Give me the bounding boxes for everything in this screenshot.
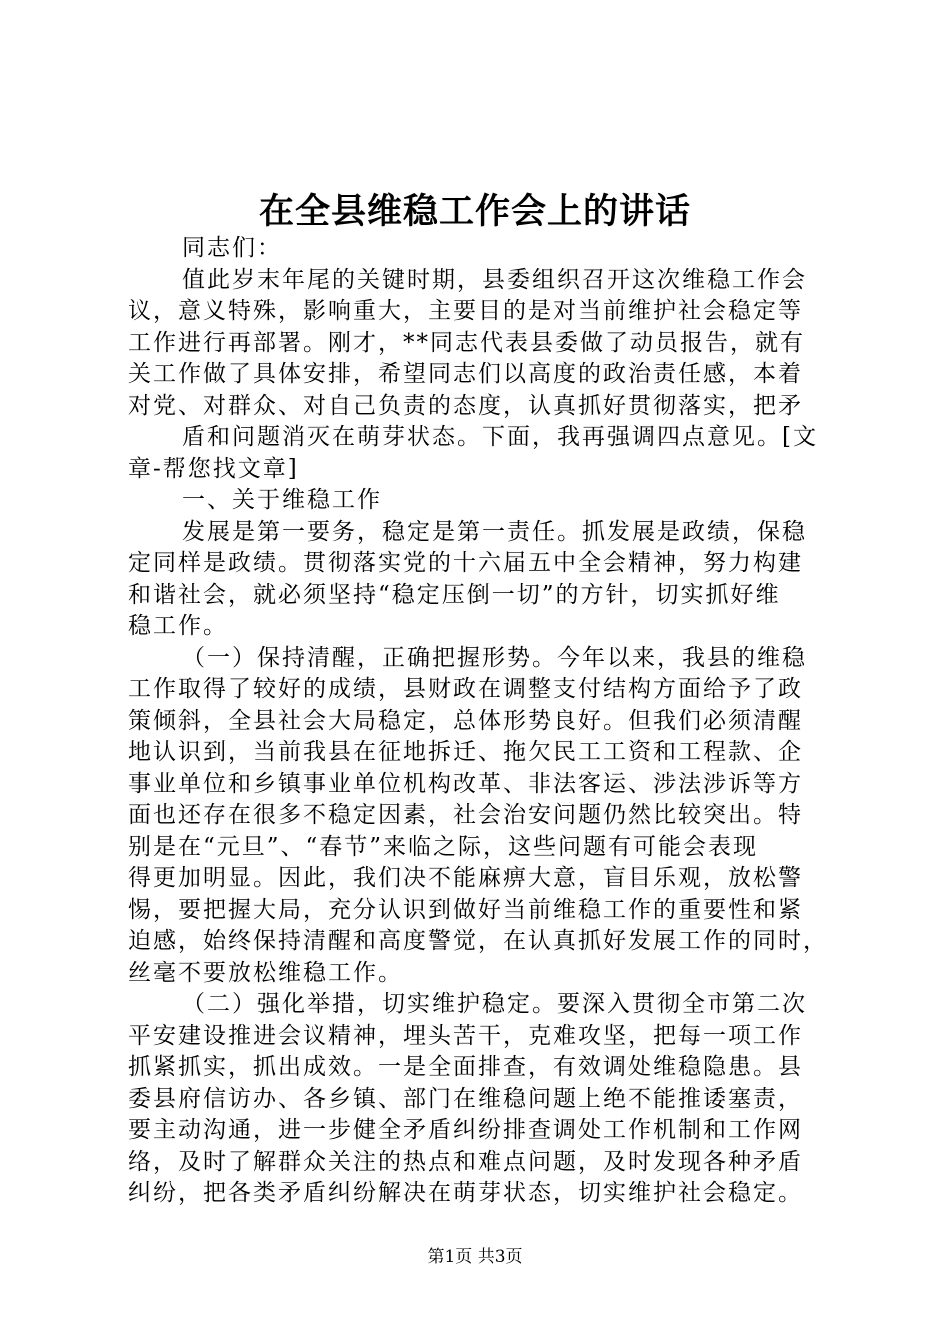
text-line: 定同样是政绩。贯彻落实党的十六届五中全会精神，努力构建 xyxy=(128,550,803,576)
text-line: 抓紧抓实，抓出成效。一是全面排查，有效调处维稳隐患。县 xyxy=(128,1054,803,1080)
text-line: 一、关于维稳工作 xyxy=(182,487,382,513)
text-line: 纠纷，把各类矛盾纠纷解决在萌芽状态，切实维护社会稳定。 xyxy=(128,1180,803,1206)
text-line: 和谐社会，就必须坚持“稳定压倒一切”的方针，切实抓好维 xyxy=(128,581,781,608)
text-line: 议，意义特殊，影响重大，主要目的是对当前维护社会稳定等 xyxy=(128,298,803,324)
text-line: 络，及时了解群众关注的热点和难点问题，及时发现各种矛盾 xyxy=(128,1148,803,1175)
text-line: 面也还存在很多不稳定因素，社会治安问题仍然比较突出。特 xyxy=(128,802,803,828)
text-line: （二）强化举措，切实维护稳定。要深入贯彻全市第二次 xyxy=(182,991,807,1017)
text-line: 章-帮您找文章] xyxy=(128,455,299,482)
text-line: 委县府信访办、各乡镇、部门在维稳问题上绝不能推诿塞责， xyxy=(128,1085,803,1112)
text-line: 工作进行再部署。刚才，**同志代表县委做了动员报告，就有 xyxy=(128,329,805,356)
text-line: 丝毫不要放松维稳工作。 xyxy=(128,959,403,986)
text-line: 盾和问题消灭在萌芽状态。下面，我再强调四点意见。[文 xyxy=(182,424,818,450)
text-line: 工作取得了较好的成绩，县财政在调整支付结构方面给予了政 xyxy=(128,676,803,702)
text-line: 关工作做了具体安排，希望同志们以高度的政治责任感，本着 xyxy=(128,361,803,387)
text-line: 同志们： xyxy=(182,235,282,261)
text-line: 要主动沟通，进一步健全矛盾纠纷排查调处工作机制和工作网 xyxy=(128,1117,803,1143)
text-line: 发展是第一要务，稳定是第一责任。抓发展是政绩，保稳 xyxy=(182,518,807,545)
text-line: 事业单位和乡镇事业单位机构改革、非法客运、涉法涉诉等方 xyxy=(128,770,803,797)
text-line: 对党、对群众、对自己负责的态度，认真抓好贯彻落实，把矛 xyxy=(128,392,803,419)
text-line: 别是在“元旦”、“春节”来临之际，这些问题有可能会表现 xyxy=(128,833,759,860)
text-line: 地认识到，当前我县在征地拆迁、拖欠民工工资和工程款、企 xyxy=(128,739,803,765)
text-line: 迫感，始终保持清醒和高度警觉，在认真抓好发展工作的同时， xyxy=(128,928,828,954)
document-body xyxy=(128,233,838,1210)
text-line: 稳工作。 xyxy=(128,613,228,639)
text-line: （一）保持清醒，正确把握形势。今年以来，我县的维稳 xyxy=(182,644,807,671)
text-line: 惕，要把握大局，充分认识到做好当前维稳工作的重要性和紧 xyxy=(128,896,803,923)
text-line: 平安建设推进会议精神，埋头苦干，克难攻坚，把每一项工作 xyxy=(128,1022,803,1049)
page-footer: 第1页 共3页 xyxy=(427,1247,523,1267)
text-line: 得更加明显。因此，我们决不能麻痹大意，盲目乐观，放松警 xyxy=(128,865,803,891)
text-line: 值此岁末年尾的关键时期，县委组织召开这次维稳工作会 xyxy=(182,266,807,293)
text-line: 策倾斜，全县社会大局稳定，总体形势良好。但我们必须清醒 xyxy=(128,707,803,734)
document-title: 在全县维稳工作会上的讲话 xyxy=(258,191,691,232)
